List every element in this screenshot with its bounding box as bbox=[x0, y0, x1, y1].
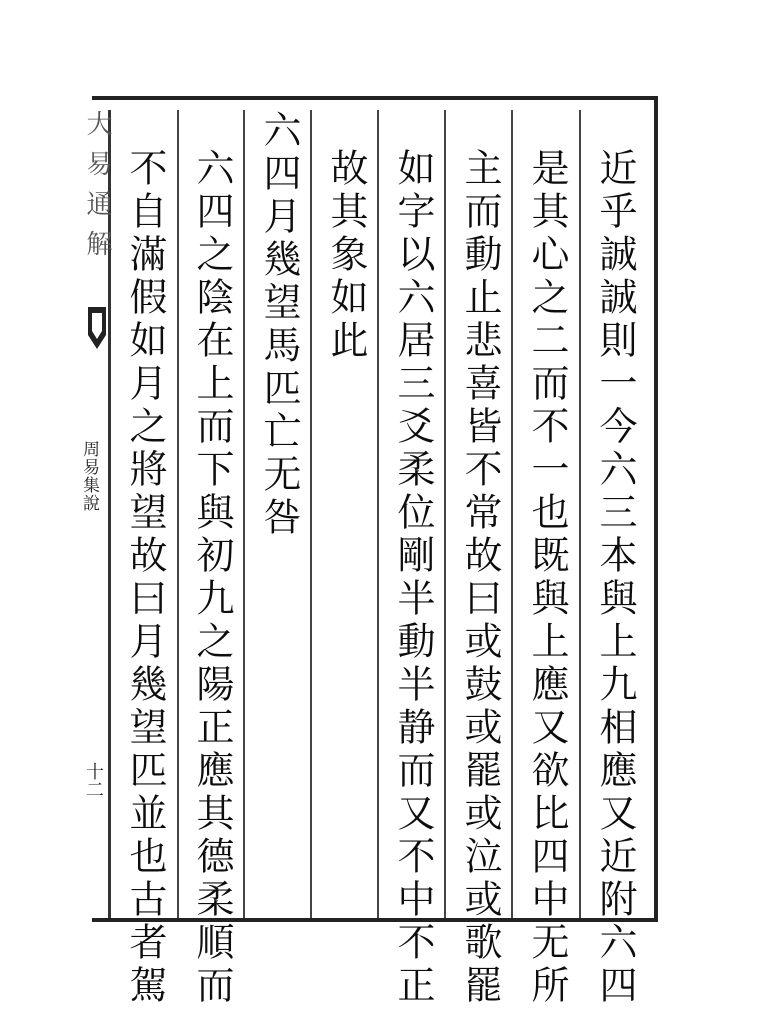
frame-bottom-border bbox=[92, 918, 658, 922]
frame-top-border bbox=[92, 96, 658, 100]
text-column-6: 六四月幾望馬匹亡无咎 bbox=[257, 110, 301, 540]
banxin-title: 大易通解 bbox=[82, 110, 112, 270]
column-rule bbox=[243, 110, 245, 918]
fish-tail-icon bbox=[86, 305, 108, 353]
column-rule bbox=[579, 110, 581, 918]
column-rule bbox=[377, 110, 379, 918]
text-column-3: 主而動止悲喜皆不常故曰或鼓或罷或泣或歌罷 bbox=[458, 148, 502, 1008]
text-column-4: 如字以六居三爻柔位剛半動半静而又不中不正 bbox=[391, 148, 435, 1008]
column-rule bbox=[310, 110, 312, 918]
book-title: 周易集說 bbox=[79, 440, 99, 512]
page-number: 十二 bbox=[83, 762, 104, 798]
text-column-8: 不自滿假如月之將望故曰月幾望匹並也古者駕 bbox=[123, 148, 167, 1008]
text-column-1: 近乎誠誠則一今六三本與上九相應又近附六四 bbox=[593, 148, 637, 1008]
column-rule bbox=[444, 110, 446, 918]
text-column-7: 六四之陰在上而下與初九之陽正應其德柔順而 bbox=[190, 148, 234, 1008]
column-rule bbox=[511, 110, 513, 918]
text-column-2: 是其心之二而不一也既與上應又欲比四中无所 bbox=[525, 148, 569, 1008]
column-rule bbox=[177, 110, 179, 918]
frame-right-border bbox=[654, 96, 658, 922]
text-column-5: 故其象如此 bbox=[324, 148, 368, 363]
